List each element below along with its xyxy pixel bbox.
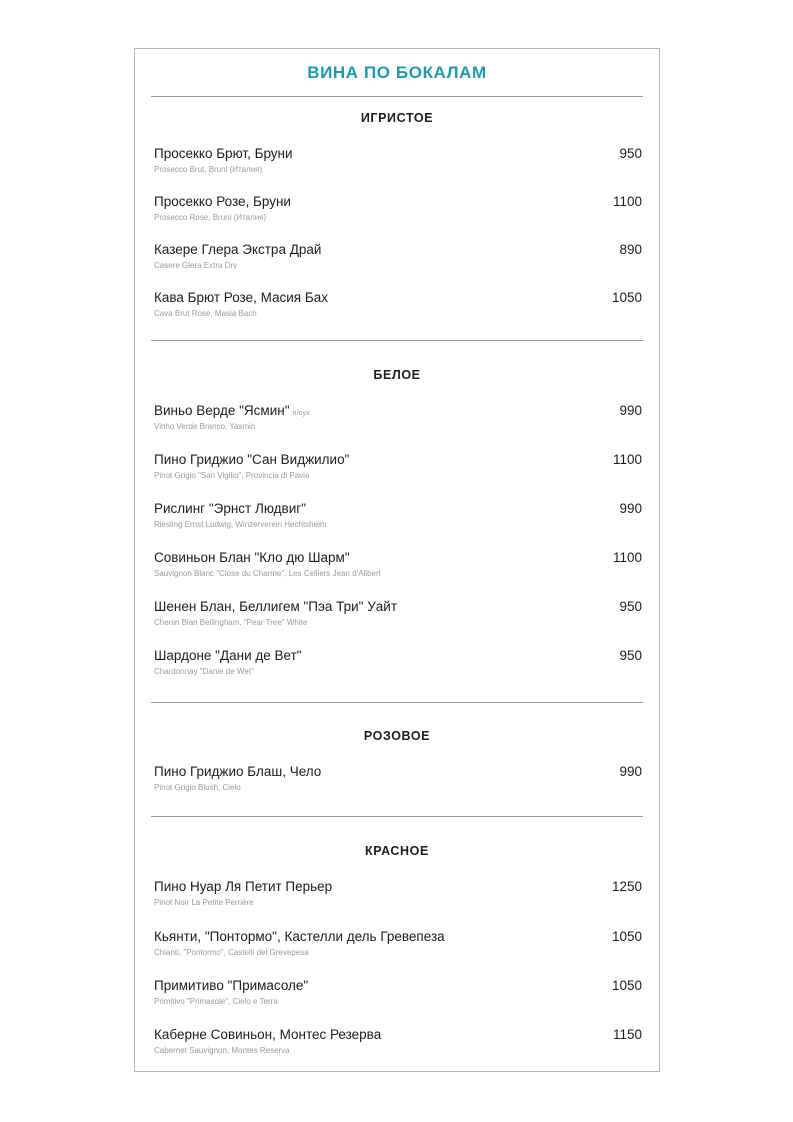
wine-name: Примитиво "Примасоле" bbox=[154, 978, 309, 993]
wine-name: Казере Глера Экстра Драй bbox=[154, 242, 322, 257]
wine-item bbox=[154, 501, 642, 529]
menu-title: ВИНА ПО БОКАЛАМ bbox=[307, 63, 487, 82]
wine-subtitle: Primitivo "Primasole", Cielo e Terra bbox=[154, 997, 278, 1006]
section-heading-sparkling: ИГРИСТОЕ bbox=[360, 111, 434, 125]
wine-subtitle: Vinho Verde Branco, Yasmin bbox=[154, 422, 256, 431]
wine-name bbox=[154, 403, 642, 418]
divider bbox=[151, 340, 643, 341]
wine-item bbox=[154, 648, 642, 676]
divider bbox=[151, 816, 643, 817]
wine-price: 1050 bbox=[611, 929, 642, 944]
section-heading-red: КРАСНОЕ bbox=[365, 844, 429, 858]
wine-item bbox=[154, 764, 642, 792]
wine-name: Каберне Совиньон, Монтес Резерва bbox=[154, 1027, 382, 1042]
wine-subtitle: Cabernet Sauvignon, Montes Reserva bbox=[154, 1046, 290, 1055]
wine-subtitle: Sauvignon Blanc "Close du Charme", Les Celliers Jean d'Alibert bbox=[154, 569, 381, 578]
wine-subtitle: Cava Brut Rose, Masia Bach bbox=[154, 309, 257, 318]
wine-item bbox=[154, 242, 642, 270]
wine-name: Пино Гриджио Блаш, Чело bbox=[154, 764, 322, 779]
wine-note: п/сух bbox=[292, 408, 310, 417]
wine-name: Совиньон Блан "Кло дю Шарм" bbox=[154, 550, 350, 565]
section-heading-white: БЕЛОЕ bbox=[373, 368, 421, 382]
wine-name: Просекко Розе, Бруни bbox=[154, 194, 291, 209]
wine-subtitle: Pinot Grigio Blush, Cielo bbox=[154, 783, 241, 792]
wine-price: 1050 bbox=[611, 290, 642, 305]
wine-price: 1100 bbox=[612, 194, 642, 209]
wine-price: 990 bbox=[619, 764, 642, 779]
wine-price: 1150 bbox=[612, 1027, 642, 1042]
wine-item bbox=[154, 550, 642, 578]
wine-item bbox=[154, 290, 642, 318]
wine-subtitle: Pinot Grigio "San Vigilio", Provincia di Pavia bbox=[154, 471, 310, 480]
wine-name: Шенен Блан, Беллигем "Пэа Три" Уайт bbox=[154, 599, 398, 614]
wine-price: 1100 bbox=[612, 550, 642, 565]
wine-item bbox=[154, 978, 642, 1006]
wine-price: 950 bbox=[619, 599, 642, 614]
wine-name: Шардоне "Дани де Вет" bbox=[154, 648, 302, 663]
wine-price: 990 bbox=[619, 403, 642, 418]
wine-item bbox=[154, 146, 642, 174]
wine-name-text: Виньо Верде "Ясмин" bbox=[154, 403, 290, 418]
wine-item bbox=[154, 929, 642, 957]
wine-subtitle: Chianti, "Pontormo", Castelli del Grevepesa bbox=[154, 948, 309, 957]
wine-subtitle: Prosecco Rose, Bruni (Италия) bbox=[154, 213, 267, 222]
wine-name: Кава Брют Розе, Масия Бах bbox=[154, 290, 328, 305]
wine-name: Кьянти, "Понтормо", Кастелли дель Гревепеза bbox=[154, 929, 445, 944]
wine-price: 1250 bbox=[611, 879, 642, 894]
wine-subtitle: Pinot Noir La Petite Perrière bbox=[154, 898, 254, 907]
wine-item bbox=[154, 452, 642, 480]
wine-item bbox=[154, 879, 642, 907]
section-heading-rose: РОЗОВОЕ bbox=[363, 729, 431, 743]
wine-subtitle: Prosecco Brut, Bruni (Италия) bbox=[154, 165, 263, 174]
wine-price: 990 bbox=[619, 501, 642, 516]
wine-subtitle: Riesling Ernst Ludwig, Winzerverein Hechtsheim bbox=[154, 520, 327, 529]
wine-price: 1100 bbox=[612, 452, 642, 467]
divider bbox=[151, 96, 643, 97]
wine-name: Просекко Брют, Бруни bbox=[154, 146, 293, 161]
wine-name: Пино Нуар Ля Петит Перьер bbox=[154, 879, 333, 894]
wine-price: 950 bbox=[619, 146, 642, 161]
wine-price: 950 bbox=[619, 648, 642, 663]
wine-price: 1050 bbox=[611, 978, 642, 993]
wine-price: 890 bbox=[619, 242, 642, 257]
wine-item bbox=[154, 403, 642, 431]
wine-item bbox=[154, 1027, 642, 1055]
wine-subtitle: Casere Glera Extra Dry bbox=[154, 261, 238, 270]
wine-subtitle: Chardonnay "Danie de Wet" bbox=[154, 667, 254, 676]
wine-name: Пино Гриджио "Сан Виджилио" bbox=[154, 452, 350, 467]
wine-menu-page bbox=[134, 48, 660, 1072]
wine-subtitle: Chenin Blan Bellingham, "Pear Tree" White bbox=[154, 618, 308, 627]
wine-item bbox=[154, 599, 642, 627]
divider bbox=[151, 702, 643, 703]
wine-item bbox=[154, 194, 642, 222]
wine-name: Рислинг "Эрнст Людвиг" bbox=[154, 501, 306, 516]
